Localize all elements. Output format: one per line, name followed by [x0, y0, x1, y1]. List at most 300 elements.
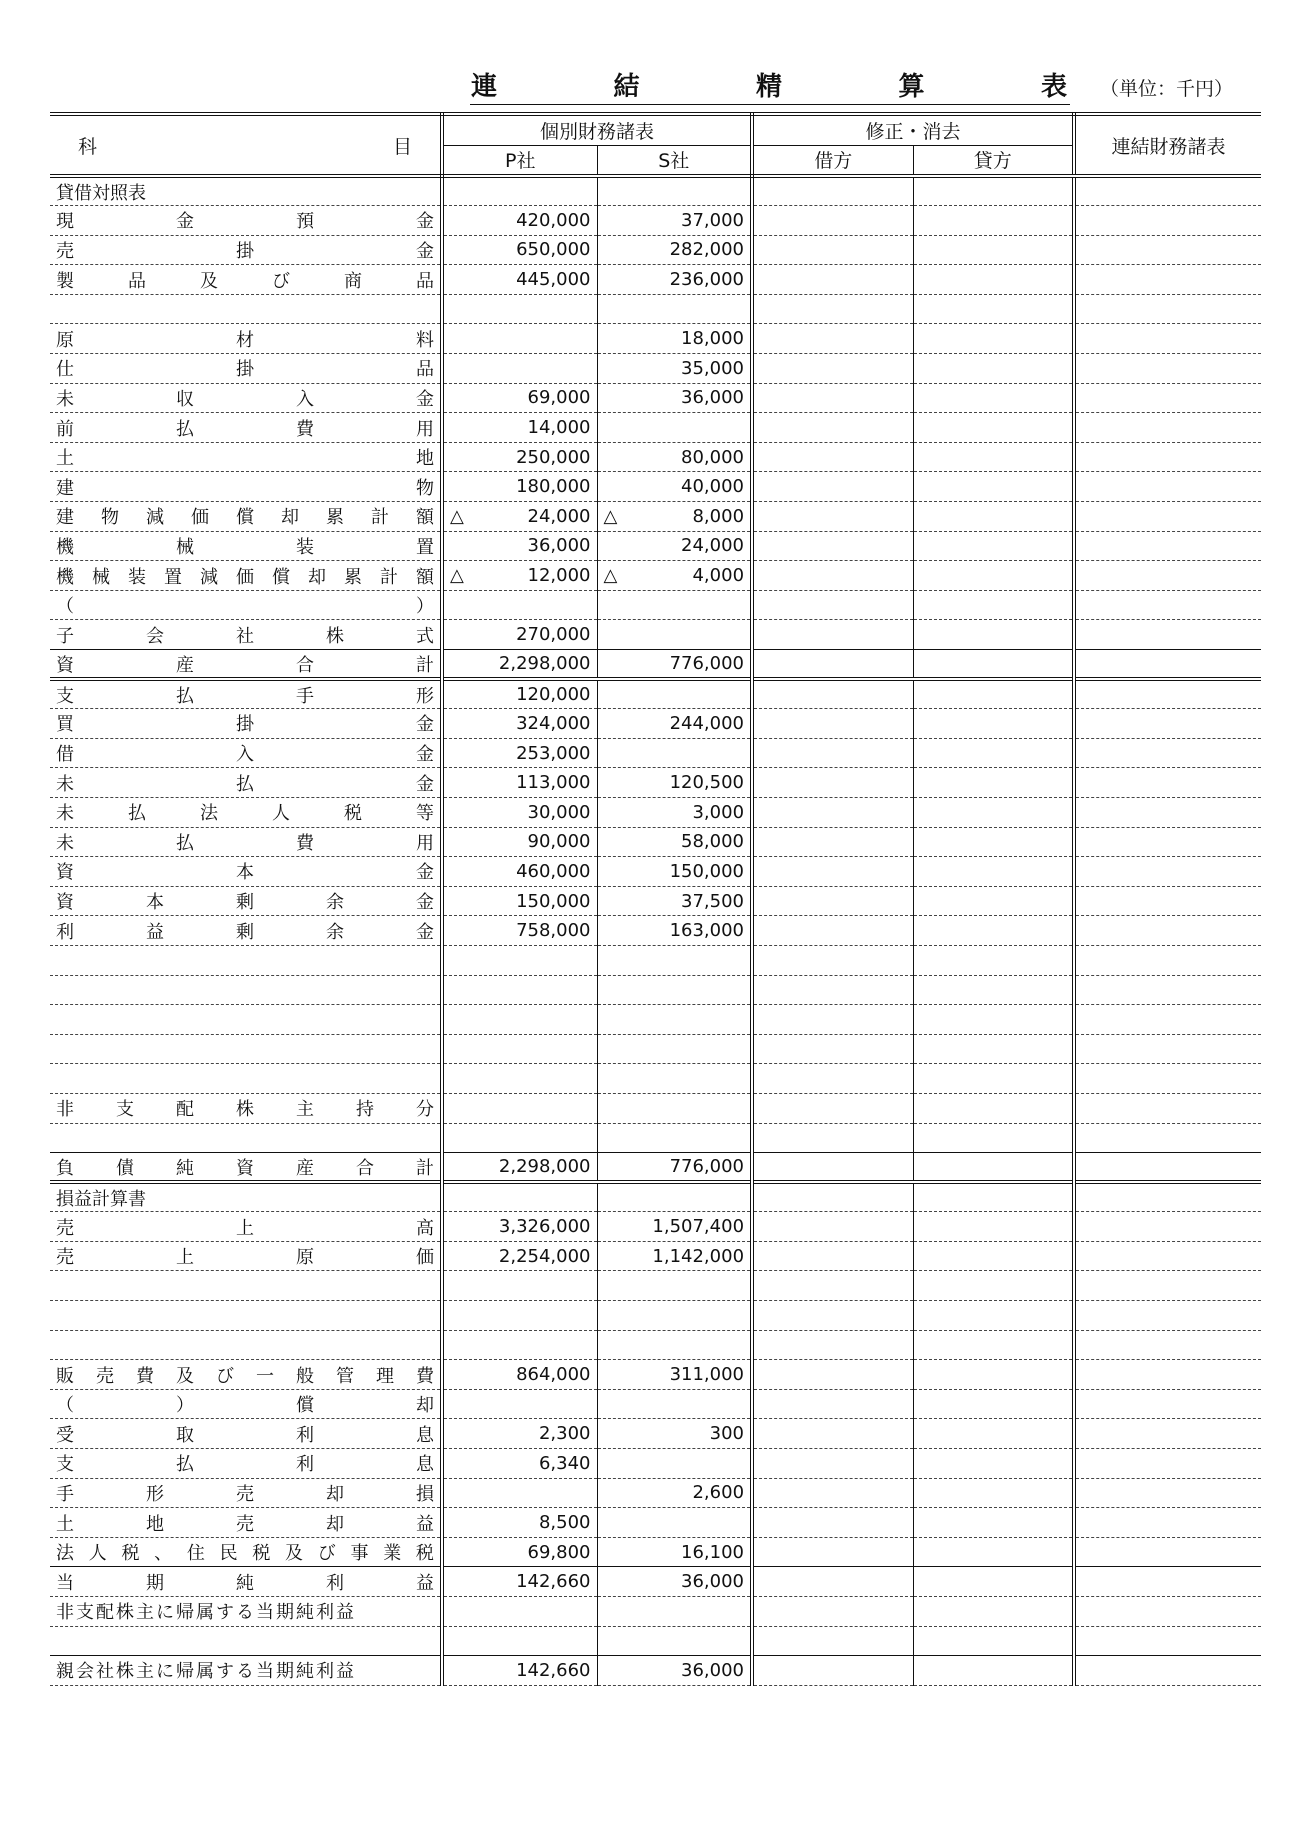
p-amount — [442, 1271, 597, 1301]
label-char: 累 — [326, 507, 344, 529]
title-char: 連 — [470, 72, 499, 102]
label-char: 社 — [236, 625, 254, 647]
credit-cell — [913, 354, 1074, 384]
p-amount: 120,000 — [442, 679, 597, 709]
account-label — [50, 472, 442, 502]
header-p: P社 — [442, 145, 597, 176]
consolidated-cell — [1074, 1182, 1261, 1212]
credit-cell — [913, 1449, 1074, 1479]
account-label: 親会社株主に帰属する当期純利益 — [50, 1656, 442, 1686]
table-row — [50, 176, 1261, 206]
debit-cell — [752, 768, 913, 798]
credit-cell — [913, 324, 1074, 354]
credit-cell — [913, 206, 1074, 236]
credit-cell — [913, 1478, 1074, 1508]
title-char: 精 — [755, 72, 784, 102]
credit-cell — [913, 1093, 1074, 1123]
table-row — [50, 590, 1261, 620]
credit-cell — [913, 294, 1074, 324]
label-char: 金 — [416, 892, 434, 914]
table-row — [50, 1656, 1261, 1686]
negative-mark: △ — [450, 565, 464, 587]
s-amount: 18,000 — [597, 324, 752, 354]
consolidated-cell — [1074, 472, 1261, 502]
p-amount — [442, 1301, 597, 1331]
consolidated-cell — [1074, 206, 1261, 236]
credit-cell — [913, 1034, 1074, 1064]
section-heading: 貸借対照表 — [50, 176, 442, 206]
credit-cell — [913, 1419, 1074, 1449]
label-char: 金 — [416, 714, 434, 736]
p-amount: 14,000 — [442, 413, 597, 443]
credit-cell — [913, 768, 1074, 798]
table-row — [50, 827, 1261, 857]
s-amount: 244,000 — [597, 709, 752, 739]
s-amount: 36,000 — [597, 383, 752, 413]
label-char: 用 — [416, 418, 434, 440]
p-amount: 90,000 — [442, 827, 597, 857]
label-char: 及 — [285, 1543, 304, 1565]
p-amount — [442, 945, 597, 975]
s-amount — [597, 1182, 752, 1212]
p-amount: 250,000 — [442, 442, 597, 472]
s-amount — [597, 1123, 752, 1153]
s-amount — [597, 975, 752, 1005]
label-char: 借 — [56, 744, 74, 766]
account-label — [50, 1271, 442, 1301]
credit-cell — [913, 1123, 1074, 1153]
unit-label: （単位：千円） — [1100, 78, 1234, 100]
consolidated-cell — [1074, 886, 1261, 916]
label-char: 利 — [56, 921, 74, 943]
debit-cell — [752, 620, 913, 650]
p-amount — [442, 975, 597, 1005]
debit-cell — [752, 294, 913, 324]
p-amount: 253,000 — [442, 738, 597, 768]
s-amount: 3,000 — [597, 797, 752, 827]
label-char: 税 — [121, 1543, 140, 1565]
p-amount: 3,326,000 — [442, 1212, 597, 1242]
header-debit: 借方 — [752, 145, 913, 176]
p-amount — [442, 590, 597, 620]
table-row — [50, 235, 1261, 265]
label-char: 償 — [272, 566, 290, 588]
s-amount: 2,600 — [597, 1478, 752, 1508]
section-heading: 損益計算書 — [50, 1182, 442, 1212]
label-char: 息 — [416, 1424, 434, 1446]
amount: 12,000 — [527, 565, 591, 587]
debit-cell — [752, 1123, 913, 1153]
title-char: 算 — [898, 72, 927, 102]
s-amount: 24,000 — [597, 531, 752, 561]
table-row — [50, 886, 1261, 916]
consolidated-cell — [1074, 620, 1261, 650]
credit-cell — [913, 1064, 1074, 1094]
account-label — [50, 1449, 442, 1479]
label-char: 累 — [344, 566, 362, 588]
label-char: 減 — [146, 507, 164, 529]
label-char: 却 — [326, 1513, 344, 1535]
consolidated-cell — [1074, 1212, 1261, 1242]
label-char: 益 — [416, 1513, 434, 1535]
account-label — [50, 1478, 442, 1508]
consolidated-cell — [1074, 235, 1261, 265]
credit-cell — [913, 1537, 1074, 1567]
account-label — [50, 709, 442, 739]
p-amount: 324,000 — [442, 709, 597, 739]
p-amount — [442, 502, 597, 532]
label-char: 物 — [416, 477, 434, 499]
p-amount: 420,000 — [442, 206, 597, 236]
p-amount: 2,254,000 — [442, 1241, 597, 1271]
debit-cell — [752, 265, 913, 295]
s-amount: 80,000 — [597, 442, 752, 472]
credit-cell — [913, 945, 1074, 975]
table-row — [50, 916, 1261, 946]
debit-cell — [752, 975, 913, 1005]
debit-cell — [752, 1360, 913, 1390]
account-label — [50, 235, 442, 265]
account-label — [50, 1093, 442, 1123]
p-amount — [442, 1597, 597, 1627]
label-char: 、 — [154, 1543, 173, 1565]
label-char: 株 — [326, 625, 344, 647]
label-char: 金 — [416, 862, 434, 884]
label-char: 払 — [236, 773, 254, 795]
p-amount: 2,300 — [442, 1419, 597, 1449]
p-amount — [442, 324, 597, 354]
header-s: S社 — [597, 145, 752, 176]
account-label — [50, 975, 442, 1005]
label-char: 原 — [56, 329, 74, 351]
s-amount — [597, 1449, 752, 1479]
credit-cell — [913, 442, 1074, 472]
account-label — [50, 1626, 442, 1656]
debit-cell — [752, 1005, 913, 1035]
label-char: 純 — [236, 1572, 254, 1594]
label-char: 式 — [416, 625, 434, 647]
account-label — [50, 1389, 442, 1419]
p-amount: 113,000 — [442, 768, 597, 798]
p-amount: 6,340 — [442, 1449, 597, 1479]
consolidated-cell — [1074, 827, 1261, 857]
label-char: 計 — [416, 1157, 434, 1179]
credit-cell — [913, 738, 1074, 768]
table-row — [50, 1093, 1261, 1123]
credit-cell — [913, 413, 1074, 443]
table-row — [50, 413, 1261, 443]
debit-cell — [752, 413, 913, 443]
label-char: （ — [56, 1395, 74, 1417]
account-label — [50, 354, 442, 384]
label-char: 計 — [416, 654, 434, 676]
label-char: 現 — [56, 211, 74, 233]
label-char: 掛 — [236, 714, 254, 736]
label-char: ） — [176, 1395, 194, 1417]
label-char: 置 — [164, 566, 182, 588]
consolidated-cell — [1074, 1064, 1261, 1094]
label-char: 装 — [128, 566, 146, 588]
s-amount: 16,100 — [597, 1537, 752, 1567]
label-char: 土 — [56, 448, 74, 470]
label-char: 剰 — [236, 892, 254, 914]
consolidated-cell — [1074, 1656, 1261, 1686]
title-char: 表 — [1040, 72, 1069, 102]
table-row — [50, 1034, 1261, 1064]
label-char: 及 — [200, 270, 218, 292]
consolidated-cell — [1074, 1478, 1261, 1508]
consolidated-cell — [1074, 265, 1261, 295]
debit-cell — [752, 916, 913, 946]
table-row — [50, 1301, 1261, 1331]
table-row — [50, 1123, 1261, 1153]
p-amount: 270,000 — [442, 620, 597, 650]
s-amount — [597, 1271, 752, 1301]
consolidated-cell — [1074, 945, 1261, 975]
consolidated-cell — [1074, 916, 1261, 946]
s-amount — [597, 590, 752, 620]
label-char: 売 — [56, 240, 74, 262]
amount: 24,000 — [527, 505, 591, 527]
label-char: 買 — [56, 714, 74, 736]
label-char: 分 — [416, 1099, 434, 1121]
credit-cell — [913, 531, 1074, 561]
label-char: 払 — [128, 803, 146, 825]
s-amount — [597, 502, 752, 532]
label-char: 住 — [186, 1543, 205, 1565]
account-label — [50, 1330, 442, 1360]
s-amount — [597, 1508, 752, 1538]
debit-cell — [752, 1330, 913, 1360]
label-char: 置 — [416, 536, 434, 558]
credit-cell — [913, 797, 1074, 827]
consolidated-cell — [1074, 531, 1261, 561]
s-amount: 300 — [597, 1419, 752, 1449]
total-label — [50, 1153, 442, 1183]
label-char: 株 — [236, 1099, 254, 1121]
p-amount — [442, 1123, 597, 1153]
account-label — [50, 324, 442, 354]
credit-cell — [913, 1005, 1074, 1035]
label-char: 法 — [56, 1543, 74, 1565]
credit-cell — [913, 1567, 1074, 1597]
label-char: 計 — [371, 507, 389, 529]
label-char: 費 — [136, 1365, 154, 1387]
consolidated-cell — [1074, 1389, 1261, 1419]
s-amount — [597, 738, 752, 768]
consolidated-cell — [1074, 1597, 1261, 1627]
p-amount: 180,000 — [442, 472, 597, 502]
label-char: 手 — [296, 685, 314, 707]
label-char: 支 — [56, 685, 74, 707]
p-amount — [442, 1330, 597, 1360]
label-char: 建 — [56, 507, 74, 529]
label-char: 機 — [56, 566, 74, 588]
debit-cell — [752, 1626, 913, 1656]
header-account: 科 目 — [50, 114, 442, 176]
label-char: 償 — [296, 1395, 314, 1417]
label-char: 業 — [383, 1543, 402, 1565]
debit-cell — [752, 1567, 913, 1597]
credit-cell — [913, 620, 1074, 650]
consolidated-cell — [1074, 324, 1261, 354]
debit-cell — [752, 531, 913, 561]
debit-cell — [752, 1301, 913, 1331]
consolidated-cell — [1074, 1330, 1261, 1360]
label-char: 本 — [236, 862, 254, 884]
p-amount — [442, 1389, 597, 1419]
account-label — [50, 413, 442, 443]
label-char: 純 — [176, 1157, 194, 1179]
consolidated-cell — [1074, 413, 1261, 443]
table-row — [50, 768, 1261, 798]
label-char: 産 — [296, 1157, 314, 1179]
account-label — [50, 945, 442, 975]
s-amount: 36,000 — [597, 1656, 752, 1686]
label-char: 計 — [380, 566, 398, 588]
s-amount: 120,500 — [597, 768, 752, 798]
account-label — [50, 383, 442, 413]
s-amount: 36,000 — [597, 1567, 752, 1597]
debit-cell — [752, 561, 913, 591]
table-row — [50, 1271, 1261, 1301]
label-char: 未 — [56, 803, 74, 825]
p-amount — [442, 294, 597, 324]
account-label — [50, 442, 442, 472]
table-row — [50, 650, 1261, 680]
label-char: 産 — [176, 654, 194, 676]
label-char: 製 — [56, 270, 74, 292]
s-amount — [597, 1064, 752, 1094]
label-char: 主 — [296, 1099, 314, 1121]
label-char: 未 — [56, 832, 74, 854]
consolidated-cell — [1074, 709, 1261, 739]
debit-cell — [752, 383, 913, 413]
label-char: 払 — [176, 418, 194, 440]
label-char: 法 — [200, 803, 218, 825]
table-row — [50, 1449, 1261, 1479]
debit-cell — [752, 709, 913, 739]
title-underline — [470, 104, 1070, 105]
label-char: 当 — [56, 1572, 74, 1594]
page-title — [470, 66, 1070, 106]
label-char: 負 — [56, 1157, 74, 1179]
label-char: 品 — [416, 359, 434, 381]
p-amount — [442, 1005, 597, 1035]
s-amount — [597, 413, 752, 443]
p-amount — [442, 1034, 597, 1064]
label-char: （ — [56, 596, 74, 618]
table-row — [50, 294, 1261, 324]
consolidated-cell — [1074, 975, 1261, 1005]
table-row — [50, 1182, 1261, 1212]
debit-cell — [752, 1537, 913, 1567]
label-char: 販 — [56, 1365, 74, 1387]
debit-cell — [752, 1212, 913, 1242]
account-label — [50, 1360, 442, 1390]
label-char: 品 — [416, 270, 434, 292]
negative-mark: △ — [603, 505, 618, 527]
credit-cell — [913, 1597, 1074, 1627]
debit-cell — [752, 886, 913, 916]
label-char: 人 — [272, 803, 290, 825]
credit-cell — [913, 679, 1074, 709]
debit-cell — [752, 1271, 913, 1301]
label-char: 会 — [146, 625, 164, 647]
p-amount: 69,800 — [442, 1537, 597, 1567]
label-char: 地 — [146, 1513, 164, 1535]
debit-cell — [752, 1656, 913, 1686]
label-char: 形 — [146, 1483, 164, 1505]
label-char: 余 — [326, 892, 344, 914]
consolidated-cell — [1074, 768, 1261, 798]
label-char: 資 — [56, 862, 74, 884]
account-label — [50, 827, 442, 857]
account-label — [50, 1508, 442, 1538]
label-char: 税 — [252, 1543, 271, 1565]
table-row — [50, 383, 1261, 413]
label-char: 品 — [128, 270, 146, 292]
account-label — [50, 679, 442, 709]
p-amount: 8,500 — [442, 1508, 597, 1538]
table-row — [50, 975, 1261, 1005]
label-char: 売 — [96, 1365, 114, 1387]
label-char: 利 — [326, 1572, 344, 1594]
credit-cell — [913, 1301, 1074, 1331]
p-amount: 2,298,000 — [442, 1153, 597, 1183]
label-char: 却 — [308, 566, 326, 588]
table-row — [50, 1360, 1261, 1390]
table-row — [50, 324, 1261, 354]
table-row — [50, 1241, 1261, 1271]
label-char: 額 — [416, 507, 434, 529]
p-amount: 69,000 — [442, 383, 597, 413]
label-char: 仕 — [56, 359, 74, 381]
consolidated-cell — [1074, 1449, 1261, 1479]
label-char: 入 — [236, 744, 254, 766]
s-amount — [597, 1626, 752, 1656]
account-label — [50, 265, 442, 295]
credit-cell — [913, 1626, 1074, 1656]
table-row — [50, 1212, 1261, 1242]
credit-cell — [913, 1241, 1074, 1271]
label-char: 上 — [176, 1247, 194, 1269]
title-area — [0, 0, 1300, 110]
consolidated-cell — [1074, 176, 1261, 206]
label-char: 期 — [146, 1572, 164, 1594]
label-char: 資 — [56, 892, 74, 914]
account-label — [50, 1005, 442, 1035]
label-char: 理 — [376, 1365, 394, 1387]
label-char: 利 — [296, 1424, 314, 1446]
table-row — [50, 442, 1261, 472]
s-amount — [597, 945, 752, 975]
label-char: び — [216, 1365, 234, 1387]
label-char: 形 — [416, 685, 434, 707]
s-amount — [597, 1034, 752, 1064]
table-row — [50, 1005, 1261, 1035]
s-amount: 282,000 — [597, 235, 752, 265]
header-individual: 個別財務諸表 — [442, 114, 752, 145]
debit-cell — [752, 650, 913, 680]
total-label — [50, 650, 442, 680]
debit-cell — [752, 1182, 913, 1212]
label-char: 資 — [56, 654, 74, 676]
credit-cell — [913, 235, 1074, 265]
label-char: 預 — [296, 211, 314, 233]
negative-mark: △ — [450, 505, 464, 527]
label-char: 高 — [416, 1217, 434, 1239]
